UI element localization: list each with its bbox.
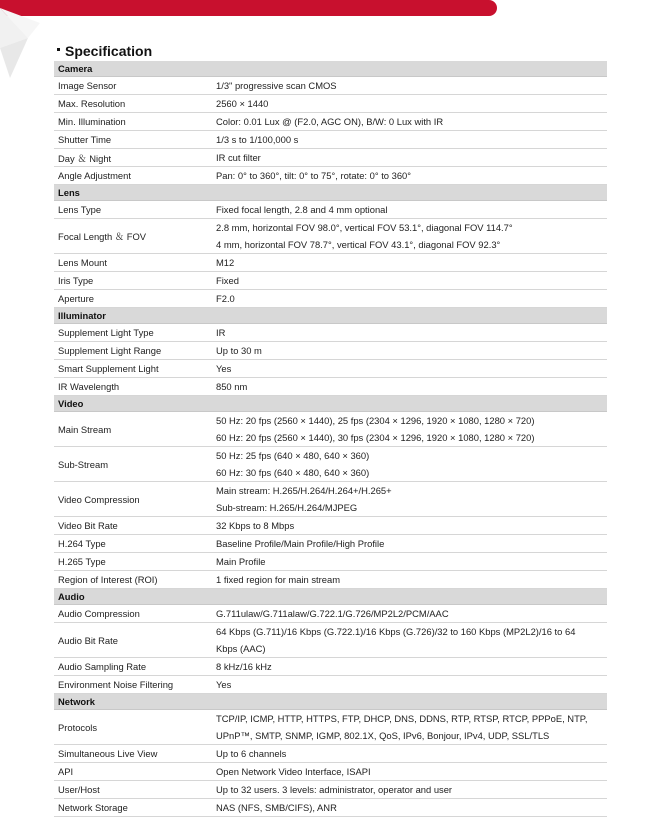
spec-row bbox=[54, 254, 607, 272]
spec-value-line: 64 Kbps (G.711)/16 Kbps (G.722.1)/16 Kbps (G.726)/32 to 160 Kbps (MP2L2)/16 to 64 bbox=[216, 626, 576, 637]
spec-value bbox=[212, 781, 607, 799]
spec-value bbox=[212, 167, 607, 185]
spec-value-line: Yes bbox=[216, 363, 232, 374]
spec-key: Audio Sampling Rate bbox=[54, 658, 212, 676]
spec-row bbox=[54, 623, 607, 658]
spec-value bbox=[212, 149, 607, 167]
top-accent-bar bbox=[0, 0, 497, 16]
spec-value bbox=[212, 412, 607, 447]
section-title: Video bbox=[54, 396, 607, 412]
spec-value-line: IR bbox=[216, 327, 226, 338]
spec-key: Video Bit Rate bbox=[54, 517, 212, 535]
spec-value-line: 1/3" progressive scan CMOS bbox=[216, 80, 337, 91]
spec-key: Angle Adjustment bbox=[54, 167, 212, 185]
spec-value bbox=[212, 745, 607, 763]
spec-key: Lens Mount bbox=[54, 254, 212, 272]
spec-value bbox=[212, 605, 607, 623]
section-title: Network bbox=[54, 694, 607, 710]
spec-value bbox=[212, 799, 607, 817]
spec-row bbox=[54, 676, 607, 694]
spec-value-line: 1 fixed region for main stream bbox=[216, 574, 341, 585]
spec-value-line: Sub-stream: H.265/H.264/MJPEG bbox=[216, 502, 358, 513]
specification-table bbox=[54, 61, 607, 817]
spec-key: API bbox=[54, 763, 212, 781]
spec-row bbox=[54, 605, 607, 623]
spec-value-line: 60 Hz: 20 fps (2560 × 1440), 30 fps (2304 × 1296, 1920 × 1080, 1280 × 720) bbox=[216, 432, 535, 443]
section-title: Lens bbox=[54, 185, 607, 201]
spec-value-line: 32 Kbps to 8 Mbps bbox=[216, 520, 295, 531]
spec-key: Environment Noise Filtering bbox=[54, 676, 212, 694]
spec-value-line: Pan: 0° to 360°, tilt: 0° to 75°, rotate: 0° to 360° bbox=[216, 170, 412, 181]
spec-key: Shutter Time bbox=[54, 131, 212, 149]
spec-key: Simultaneous Live View bbox=[54, 745, 212, 763]
page-title bbox=[57, 43, 152, 59]
spec-value-line: 50 Hz: 25 fps (640 × 480, 640 × 360) bbox=[216, 450, 370, 461]
spec-value-line: 8 kHz/16 kHz bbox=[216, 661, 272, 672]
spec-row bbox=[54, 763, 607, 781]
spec-row bbox=[54, 412, 607, 447]
spec-value bbox=[212, 447, 607, 482]
spec-value bbox=[212, 553, 607, 571]
spec-value-line: Up to 6 channels bbox=[216, 748, 287, 759]
spec-row bbox=[54, 201, 607, 219]
spec-row bbox=[54, 482, 607, 517]
spec-value-line: Main stream: H.265/H.264/H.264+/H.265+ bbox=[216, 485, 392, 496]
section-header bbox=[54, 396, 607, 412]
spec-row bbox=[54, 95, 607, 113]
spec-value-line: Up to 30 m bbox=[216, 345, 262, 356]
spec-key: Protocols bbox=[54, 710, 212, 745]
spec-key: H.265 Type bbox=[54, 553, 212, 571]
section-header bbox=[54, 61, 607, 77]
spec-value-line: NAS (NFS, SMB/CIFS), ANR bbox=[216, 802, 337, 813]
spec-row bbox=[54, 342, 607, 360]
section-title: Illuminator bbox=[54, 308, 607, 324]
spec-value bbox=[212, 676, 607, 694]
spec-row bbox=[54, 324, 607, 342]
spec-row bbox=[54, 272, 607, 290]
spec-value bbox=[212, 113, 607, 131]
section-title: Camera bbox=[54, 61, 607, 77]
spec-value bbox=[212, 482, 607, 517]
spec-value-line: 2560 × 1440 bbox=[216, 98, 269, 109]
spec-row bbox=[54, 710, 607, 745]
spec-value-line: M12 bbox=[216, 257, 235, 268]
spec-key: Smart Supplement Light bbox=[54, 360, 212, 378]
spec-value-line: 60 Hz: 30 fps (640 × 480, 640 × 360) bbox=[216, 467, 370, 478]
spec-value-line: Baseline Profile/Main Profile/High Profile bbox=[216, 538, 385, 549]
spec-row bbox=[54, 113, 607, 131]
spec-row bbox=[54, 553, 607, 571]
spec-value bbox=[212, 272, 607, 290]
spec-key: Supplement Light Type bbox=[54, 324, 212, 342]
spec-row bbox=[54, 571, 607, 589]
spec-row bbox=[54, 745, 607, 763]
spec-row bbox=[54, 290, 607, 308]
spec-value-line: Color: 0.01 Lux @ (F2.0, AGC ON), B/W: 0 Lux with IR bbox=[216, 116, 444, 127]
spec-value bbox=[212, 290, 607, 308]
spec-key: Iris Type bbox=[54, 272, 212, 290]
spec-value-line: Open Network Video Interface, ISAPI bbox=[216, 766, 371, 777]
spec-key: Audio Bit Rate bbox=[54, 623, 212, 658]
spec-value bbox=[212, 342, 607, 360]
spec-row bbox=[54, 658, 607, 676]
spec-row bbox=[54, 535, 607, 553]
spec-value bbox=[212, 219, 607, 254]
spec-value-line: Up to 32 users. 3 levels: administrator, operator and user bbox=[216, 784, 453, 795]
spec-row bbox=[54, 360, 607, 378]
spec-value-line: Yes bbox=[216, 679, 232, 690]
spec-row bbox=[54, 781, 607, 799]
spec-row bbox=[54, 378, 607, 396]
section-header bbox=[54, 308, 607, 324]
spec-value bbox=[212, 131, 607, 149]
spec-key: Network Storage bbox=[54, 799, 212, 817]
spec-value bbox=[212, 254, 607, 272]
spec-value bbox=[212, 324, 607, 342]
section-header bbox=[54, 694, 607, 710]
spec-value-line: UPnP™, SMTP, SNMP, IGMP, 802.1X, QoS, IPv6, Bonjour, IPv4, UDP, SSL/TLS bbox=[216, 730, 550, 741]
spec-value bbox=[212, 571, 607, 589]
spec-key: Day ＆ Night bbox=[54, 149, 212, 167]
spec-row bbox=[54, 149, 607, 167]
spec-key: Lens Type bbox=[54, 201, 212, 219]
spec-key: Audio Compression bbox=[54, 605, 212, 623]
spec-value bbox=[212, 710, 607, 745]
spec-value-line: F2.0 bbox=[216, 293, 235, 304]
spec-row bbox=[54, 447, 607, 482]
spec-value-line: Fixed focal length, 2.8 and 4 mm optional bbox=[216, 204, 388, 215]
spec-key: Min. Illumination bbox=[54, 113, 212, 131]
section-header bbox=[54, 589, 607, 605]
spec-value-line: Fixed bbox=[216, 275, 239, 286]
spec-value-line: TCP/IP, ICMP, HTTP, HTTPS, FTP, DHCP, DNS, DDNS, RTP, RTSP, RTCP, PPPoE, NTP, bbox=[216, 713, 588, 724]
spec-key: Main Stream bbox=[54, 412, 212, 447]
spec-value bbox=[212, 658, 607, 676]
spec-row bbox=[54, 77, 607, 95]
spec-value bbox=[212, 77, 607, 95]
spec-row bbox=[54, 517, 607, 535]
bullet-icon bbox=[57, 48, 60, 51]
spec-key: IR Wavelength bbox=[54, 378, 212, 396]
spec-key: Aperture bbox=[54, 290, 212, 308]
spec-key: Region of Interest (ROI) bbox=[54, 571, 212, 589]
spec-key: Image Sensor bbox=[54, 77, 212, 95]
spec-value bbox=[212, 378, 607, 396]
spec-key: Focal Length ＆ FOV bbox=[54, 219, 212, 254]
spec-value-line: Kbps (AAC) bbox=[216, 643, 266, 654]
spec-value-line: Main Profile bbox=[216, 556, 266, 567]
spec-value bbox=[212, 360, 607, 378]
section-header bbox=[54, 185, 607, 201]
spec-value bbox=[212, 763, 607, 781]
spec-value-line: IR cut filter bbox=[216, 152, 261, 163]
spec-value bbox=[212, 95, 607, 113]
spec-value-line: 50 Hz: 20 fps (2560 × 1440), 25 fps (2304 × 1296, 1920 × 1080, 1280 × 720) bbox=[216, 415, 535, 426]
spec-value-line: 1/3 s to 1/100,000 s bbox=[216, 134, 299, 145]
spec-key: H.264 Type bbox=[54, 535, 212, 553]
spec-key: Supplement Light Range bbox=[54, 342, 212, 360]
spec-row bbox=[54, 799, 607, 817]
page-title-text: Specification bbox=[65, 43, 153, 59]
section-title: Audio bbox=[54, 589, 607, 605]
spec-row bbox=[54, 167, 607, 185]
spec-value bbox=[212, 201, 607, 219]
spec-value bbox=[212, 623, 607, 658]
spec-value bbox=[212, 535, 607, 553]
spec-key: User/Host bbox=[54, 781, 212, 799]
spec-value bbox=[212, 517, 607, 535]
spec-value-line: G.711ulaw/G.711alaw/G.722.1/G.726/MP2L2/PCM/AAC bbox=[216, 608, 449, 619]
spec-value-line: 850 nm bbox=[216, 381, 248, 392]
spec-value-line: 4 mm, horizontal FOV 78.7°, vertical FOV 43.1°, diagonal FOV 92.3° bbox=[216, 239, 501, 250]
spec-value-line: 2.8 mm, horizontal FOV 98.0°, vertical FOV 53.1°, diagonal FOV 114.7° bbox=[216, 222, 513, 233]
decorative-star-graphic bbox=[0, 8, 60, 88]
spec-key: Max. Resolution bbox=[54, 95, 212, 113]
spec-row bbox=[54, 219, 607, 254]
spec-row bbox=[54, 131, 607, 149]
spec-key: Video Compression bbox=[54, 482, 212, 517]
spec-key: Sub-Stream bbox=[54, 447, 212, 482]
